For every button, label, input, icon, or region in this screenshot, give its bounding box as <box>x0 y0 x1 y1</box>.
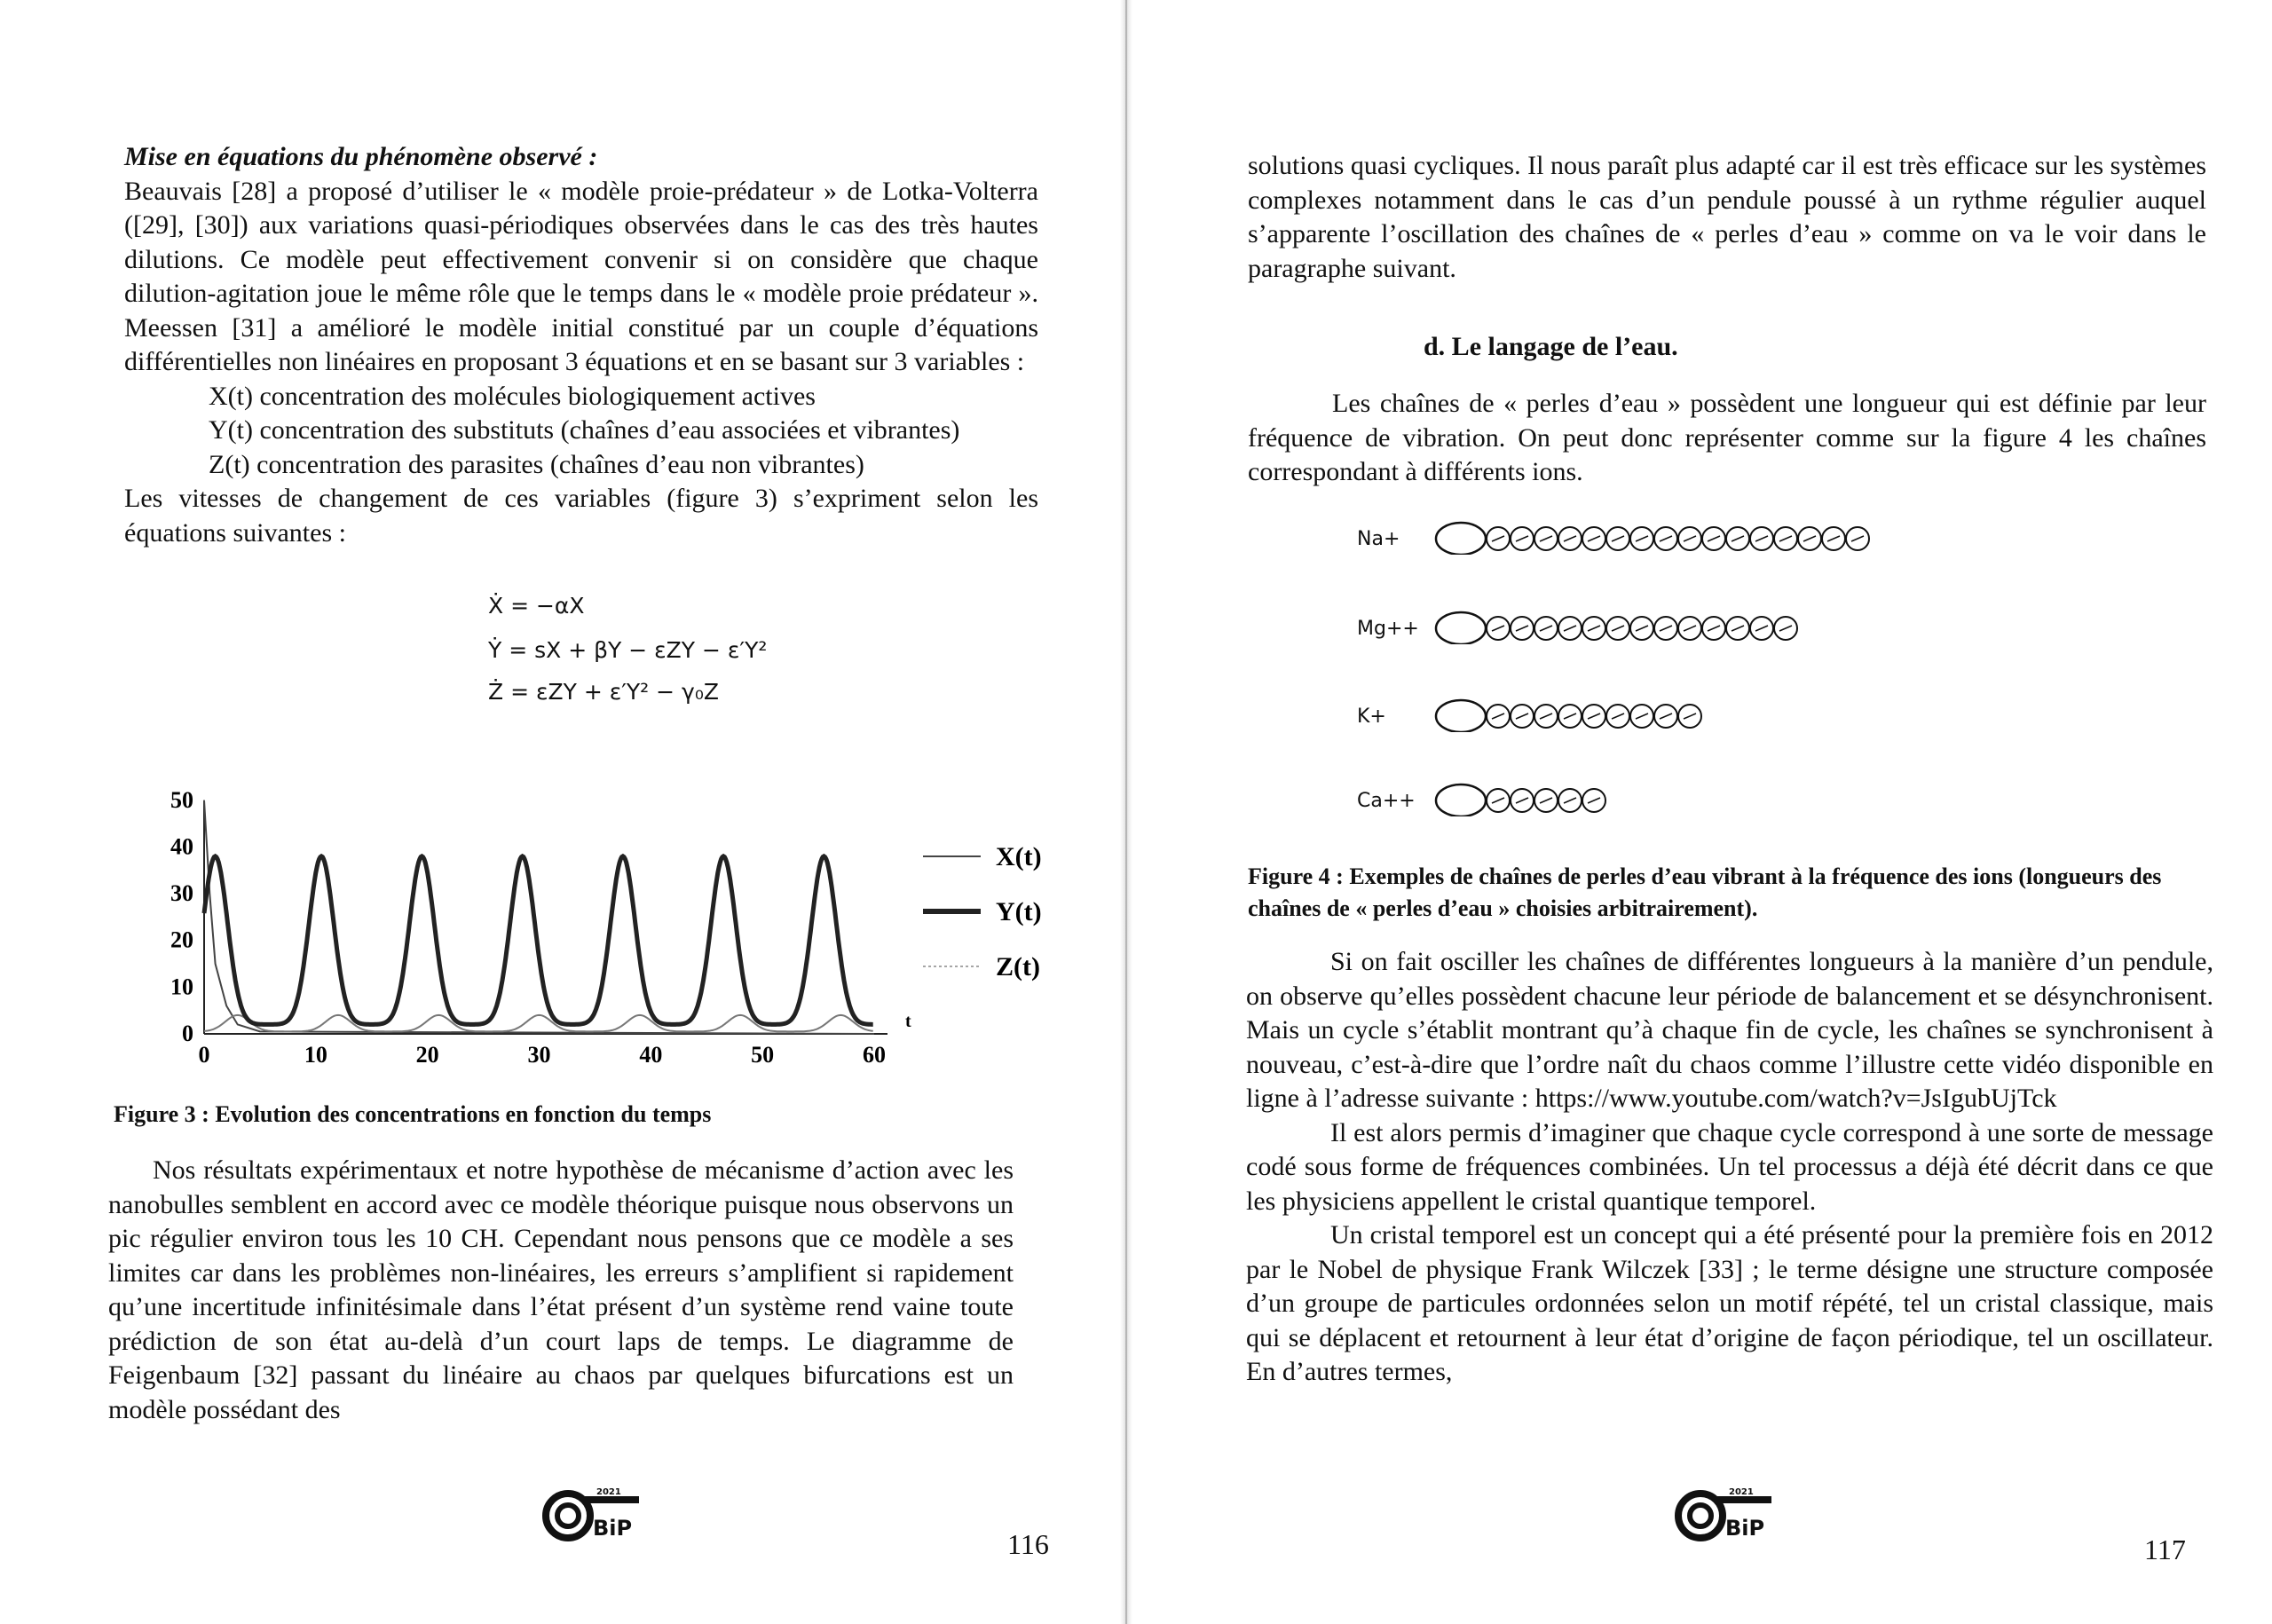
x-tick-label: 50 <box>751 1042 775 1068</box>
ion-label: Mg++ <box>1357 618 1419 640</box>
water-bead-chain <box>1434 697 1714 732</box>
x-tick-label: 40 <box>639 1042 663 1068</box>
y-tick-label: 30 <box>170 880 193 907</box>
chart-series <box>204 800 874 1034</box>
right-text-block-3 <box>1246 945 2213 1390</box>
series-y-line <box>204 856 873 1025</box>
legend-label: Y(t) <box>996 897 1042 926</box>
x-axis-label: t <box>905 1012 911 1031</box>
figure-4-caption: Figure 4 : Exemples de chaînes de perles d’eau vibrant à la fréquence des ions (longueurs des chaînes de « perles d’eau » choisies arbitrairement). <box>1248 863 2162 921</box>
x-tick-label: 20 <box>415 1042 439 1068</box>
paragraph: Les chaînes de « perles d’eau » possèdent une longueur qui est définie par leur fréquence de vibration. On peut donc représenter comme sur la figure 4 les chaînes correspondant à différents ions. <box>1248 389 2206 486</box>
figure-3-chart <box>133 710 1118 1083</box>
bip-logo-year: 2021 <box>1729 1487 1754 1497</box>
right-page <box>1132 0 2272 1624</box>
y-tick-label: 50 <box>170 786 193 813</box>
left-text-block-1 <box>124 140 1038 550</box>
bip-logo <box>541 1484 648 1546</box>
chart-legend <box>923 842 1042 981</box>
equation-x: Ẋ = −αX <box>488 593 585 619</box>
paragraph: Si on fait osciller les chaînes de différentes longueurs à la manière d’un pendule, on observe qu’elles possèdent chacune leur période de balancement et se désynchronisent. Mais un cycle s’établit montrant qu’à chaque fin de cycle, les chaînes se synchronisent à nouveau, c’est-à-dire que l’ordre naît du chaos comme l’illustre cette vidéo disponible en ligne à l’adresse suivante : https://www.youtube.com/watch?v=JsIgubUjTck <box>1246 947 2213 1113</box>
bip-logo <box>1674 1484 1780 1546</box>
figure-3-caption: Figure 3 : Evolution des concentrations en fonction du temps <box>114 1101 712 1127</box>
equation-z: Ż = εZY + ε′Y² − γ₀Z <box>488 679 719 705</box>
ion-label: Ca++ <box>1357 790 1416 812</box>
ion-label: Na+ <box>1357 528 1400 550</box>
ion-label: K+ <box>1357 706 1386 728</box>
x-tick-label: 10 <box>304 1042 327 1068</box>
legend-label: X(t) <box>996 842 1042 871</box>
series-x-line <box>204 800 874 1034</box>
equation-y: Ẏ = sX + βY − εZY − ε′Y² <box>488 637 768 663</box>
variable-z: Z(t) concentration des parasites (chaînes d’eau non vibrantes) <box>209 449 864 479</box>
y-tick-label: 10 <box>170 974 193 1000</box>
paragraph: Il est alors permis d’imaginer que chaque cycle correspond à une sorte de message codé sous forme de fréquences combinées. Un tel processus a déjà été décrit dans ce que les physiciens appellent le cristal quantique temporel. <box>1246 1117 2213 1216</box>
paragraph: solutions quasi cycliques. Il nous paraît plus adapté car il est très efficace sur les systèmes complexes notamment dans le cas d’un pendule poussé à un rythme régulier auquel s’apparente l’oscillation des chaînes de « perles d’eau » comme on va le voir dans le paragraphe suivant. <box>1248 151 2206 283</box>
y-tick-label: 0 <box>182 1021 193 1046</box>
page-number-right: 117 <box>2144 1533 2186 1565</box>
water-bead-chain <box>1434 781 1618 816</box>
variable-x: X(t) concentration des molécules biologiquement actives <box>209 381 816 411</box>
paragraph: Nos résultats expérimentaux et notre hypothèse de mécanisme d’action avec les nanobulles semblent en accord avec ce modèle théorique puisque nous observons un pic régulier environ tous les 10 CH. Cependant nous pensons que ce modèle a ses limites car dans les problèmes non-linéaires, les erreurs s’amplifient si rapidement qu’une incertitude infinitésimale dans l’état présent d’un système rend vaine toute prédiction de son état au-delà d’un court laps de temps. Le diagramme de Feigenbaum [32] passant du linéaire au chaos par quelques bifurcations est un modèle possédant des <box>108 1155 1014 1424</box>
page-number-left: 116 <box>1007 1528 1049 1560</box>
y-tick-label: 40 <box>170 833 193 860</box>
bip-logo-year: 2021 <box>596 1487 621 1497</box>
x-tick-label: 0 <box>198 1042 210 1068</box>
section-heading-equations: Mise en équations du phénomène observé : <box>124 142 598 171</box>
bip-logo-text: BiP <box>593 1516 633 1541</box>
right-text-block-2 <box>1248 387 2206 490</box>
paragraph: Un cristal temporel est un concept qui a été présenté pour la première fois en 2012 par le Nobel de physique Frank Wilczek [33] ; le terme désigne une structure composée d’un groupe de particules ordonnées selon un motif répété, tel un cristal classique, mais qui se déplacent et retournent à leur état d’origine de façon périodique, tel un oscillateur. En d’autres termes, <box>1246 1220 2213 1386</box>
left-text-block-2 <box>108 1154 1014 1427</box>
paragraph: Les vitesses de changement de ces variables (figure 3) s’expriment selon les équations suivantes : <box>124 484 1038 548</box>
right-text-block-1 <box>1248 149 2206 286</box>
y-tick-label: 20 <box>170 926 193 953</box>
paragraph: Beauvais [28] a proposé d’utiliser le « modèle proie-prédateur » de Lotka-Volterra ([29], [30]) aux variations quasi-périodiques observées dans le cas des très hautes dilutions. Ce modèle peut effectivement convenir si on considère que chaque dilution-agitation joue le même rôle que le temps dans le « modèle proie prédateur ». Meessen [31] a amélioré le modèle initial constitué par un couple d’équations différentielles non linéaires en proposant 3 équations et en se basant sur 3 variables : <box>124 176 1038 376</box>
water-bead-chain <box>1434 519 1882 555</box>
section-heading-water-language: d. Le langage de l’eau. <box>1424 332 1678 361</box>
legend-label: Z(t) <box>996 952 1040 981</box>
x-tick-label: 30 <box>527 1042 551 1068</box>
water-bead-chain <box>1434 609 1810 644</box>
x-tick-label: 60 <box>863 1042 886 1068</box>
variable-y: Y(t) concentration des substituts (chaînes d’eau associées et vibrantes) <box>209 415 960 445</box>
left-page <box>0 0 1125 1624</box>
bip-logo-text: BiP <box>1725 1516 1765 1541</box>
